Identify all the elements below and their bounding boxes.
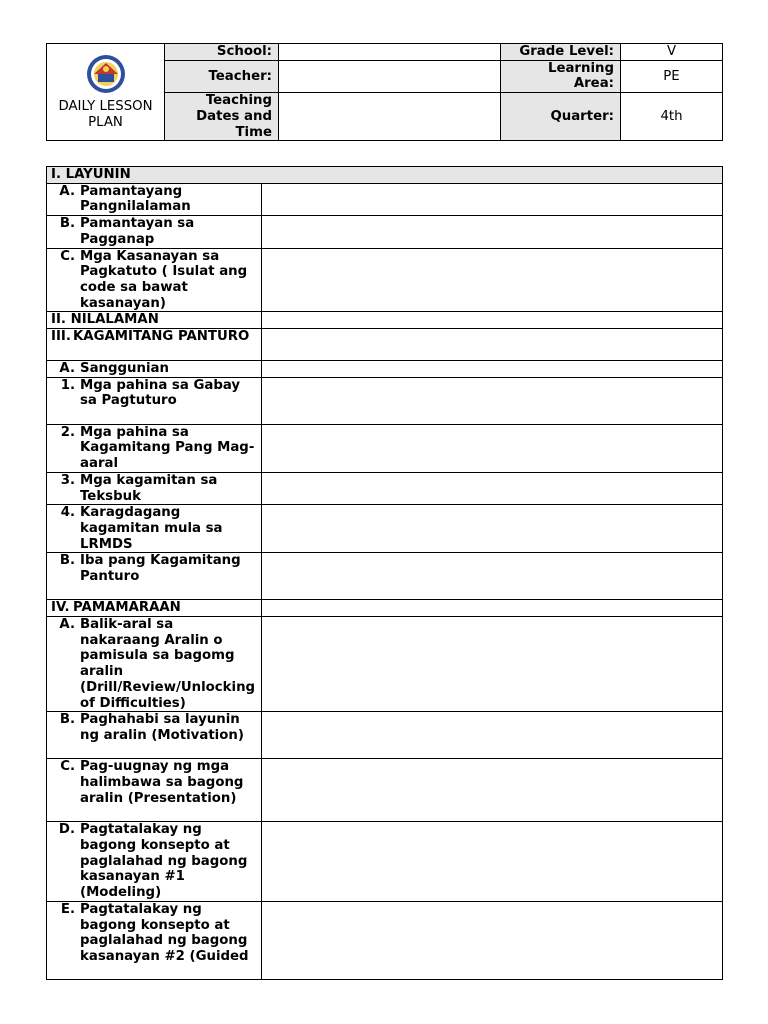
entry-cell[interactable] <box>262 248 723 312</box>
entry-cell[interactable] <box>262 553 723 600</box>
section-row-pamamaraan <box>47 600 723 617</box>
grade-level-value[interactable]: V <box>621 44 723 61</box>
entry-cell[interactable] <box>262 600 723 617</box>
table-row <box>47 759 723 822</box>
item-marker: E. <box>60 901 75 917</box>
plan-title: DAILY LESSON PLAN <box>58 99 153 131</box>
entry-cell[interactable] <box>262 822 723 902</box>
item-marker: C. <box>60 759 75 775</box>
table-row <box>47 377 723 424</box>
grade-level-label: Grade Level: <box>501 44 621 61</box>
item-marker: C. <box>60 248 75 264</box>
entry-cell[interactable] <box>262 329 723 361</box>
section-title-nilalaman: II. NILALAMAN <box>47 312 262 329</box>
item-marker: A. <box>59 617 75 633</box>
teaching-dates-label: Teaching Dates and Time <box>165 93 279 141</box>
table-row <box>47 248 723 312</box>
school-label: School: <box>165 44 279 61</box>
table-row <box>47 901 723 979</box>
entry-cell[interactable] <box>262 424 723 472</box>
section-row-kagamitang <box>47 329 723 361</box>
entry-cell[interactable] <box>262 216 723 248</box>
header-table <box>46 43 723 141</box>
item-marker: B. <box>59 216 75 232</box>
section-title-pamamaraan: PAMAMARAAN <box>73 600 181 616</box>
table-row <box>47 183 723 215</box>
table-row <box>47 505 723 553</box>
learning-area-value[interactable]: PE <box>621 60 723 92</box>
section-row-nilalaman <box>47 312 723 329</box>
item-marker: A. <box>59 183 75 199</box>
table-row <box>47 424 723 472</box>
table-row <box>47 617 723 712</box>
entry-cell[interactable] <box>262 361 723 378</box>
item-marker: 3. <box>60 472 75 488</box>
entry-cell[interactable] <box>262 505 723 553</box>
table-row <box>47 361 723 378</box>
teacher-field[interactable] <box>279 60 501 92</box>
entry-cell[interactable] <box>262 712 723 759</box>
table-row <box>47 712 723 759</box>
teacher-label: Teacher: <box>165 60 279 92</box>
item-marker: B. <box>59 712 75 728</box>
item-label: Pag-uugnay ng mga halimbawa sa bagong aralin (Presentation) <box>80 759 244 806</box>
deped-seal-icon <box>81 53 131 95</box>
table-row <box>47 216 723 248</box>
section-title-layunin: I. LAYUNIN <box>47 167 723 184</box>
lesson-table <box>46 166 723 980</box>
section-marker: IV. <box>51 600 70 616</box>
school-field[interactable] <box>279 44 501 61</box>
section-row-layunin <box>47 167 723 184</box>
table-row <box>47 472 723 504</box>
entry-cell[interactable] <box>262 901 723 979</box>
item-label: Sanggunian <box>80 361 169 377</box>
item-label: Mga pahina sa Gabay sa Pagtuturo <box>80 377 241 409</box>
item-marker: 1. <box>60 377 75 393</box>
item-label: Paghahabi sa layunin ng aralin (Motivation) <box>80 712 244 743</box>
teaching-dates-field[interactable] <box>279 93 501 141</box>
quarter-value[interactable]: 4th <box>621 93 723 141</box>
section-title-kagamitang: KAGAMITANG PANTURO <box>73 329 250 345</box>
item-label: Balik-aral sa nakaraang Aralin o pamisula sa bagomg aralin (Drill/Review/Unlocking of Difficulties) <box>80 617 256 711</box>
entry-cell[interactable] <box>262 472 723 504</box>
table-row <box>47 553 723 600</box>
item-label: Mga Kasanayan sa Pagkatuto ( Isulat ang code sa bawat kasanayan) <box>80 248 248 311</box>
entry-cell[interactable] <box>262 759 723 822</box>
table-row <box>47 822 723 902</box>
entry-cell[interactable] <box>262 617 723 712</box>
item-label: Pamantayan sa Pagganap <box>80 216 195 247</box>
item-marker: A. <box>59 361 75 377</box>
entry-cell[interactable] <box>262 377 723 424</box>
section-marker: III. <box>51 329 71 345</box>
item-label: Pagtatalakay ng bagong konsepto at paglalahad ng bagong kasanayan #2 (Guided <box>80 901 249 964</box>
item-label: Mga kagamitan sa Teksbuk <box>80 472 218 504</box>
learning-area-label: Learning Area: <box>501 60 621 92</box>
entry-cell[interactable] <box>262 183 723 215</box>
item-marker: D. <box>58 822 75 838</box>
item-label: Iba pang Kagamitang Panturo <box>80 553 241 585</box>
quarter-label: Quarter: <box>501 93 621 141</box>
item-label: Pagtatalakay ng bagong konsepto at paglalahad ng bagong kasanayan #1 (Modeling) <box>80 822 248 901</box>
item-marker: 2. <box>60 424 75 440</box>
item-label: Karagdagang kagamitan mula sa LRMDS <box>80 505 223 552</box>
logo-cell <box>47 44 165 141</box>
item-label: Pamantayang Pangnilalaman <box>80 183 191 215</box>
item-label: Mga pahina sa Kagamitang Pang Mag-aaral <box>80 424 255 472</box>
item-marker: B. <box>59 553 75 569</box>
item-marker: 4. <box>60 505 75 521</box>
entry-cell[interactable] <box>262 312 723 329</box>
